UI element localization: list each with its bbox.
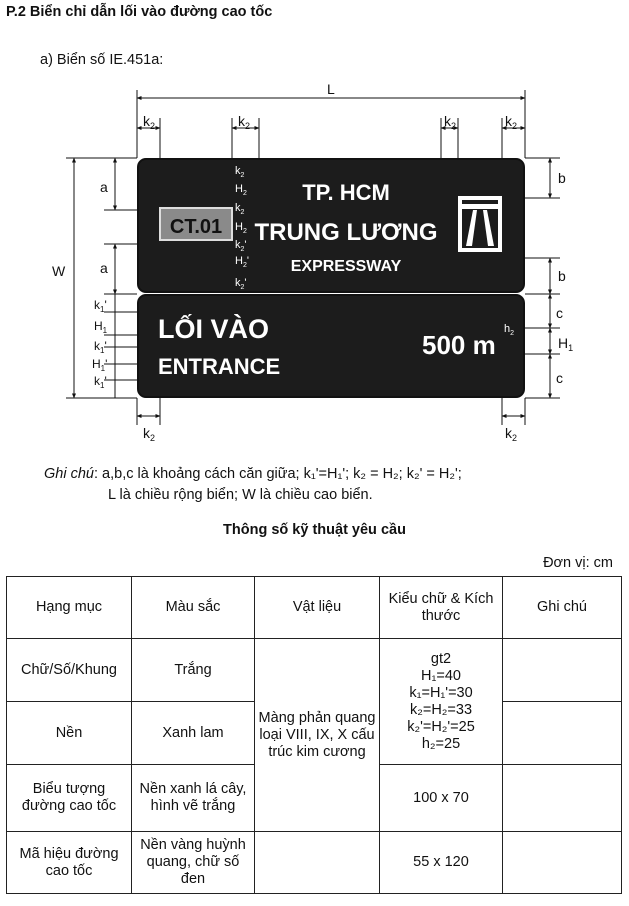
inner-H2p-label: $H_2'$ — [235, 255, 249, 269]
dim-k2-label: $k_2$ — [143, 425, 156, 443]
table-cell: Chữ/Số/Khung — [7, 639, 132, 702]
destination-line-3: EXPRESSWAY — [290, 258, 402, 275]
table-cell: Trắng — [132, 639, 255, 702]
spec-table — [6, 576, 622, 894]
destination-line-2: TRUNG LƯƠNG — [254, 219, 438, 246]
subsection-title: a) Biển số IE.451a: — [40, 52, 164, 68]
sign-diagram — [0, 80, 629, 455]
table-cell: Biểu tượng đường cao tốc — [7, 765, 132, 832]
inner-H2-label: $H_2$ — [235, 183, 247, 197]
dim-L-label: L — [327, 81, 335, 97]
entry-text-vi: LỐI VÀO — [158, 314, 270, 344]
dim-H1-label: $H_1$ — [94, 319, 108, 335]
table-cell: Nền vàng huỳnh quang, chữ số đen — [132, 832, 255, 894]
table-cell — [255, 832, 380, 894]
note-line-2: L là chiều rộng biển; W là chiều cao biển. — [108, 487, 373, 503]
font-spec-line: H₁=40 — [421, 667, 461, 684]
table-row — [7, 832, 622, 894]
dim-b-label: b — [558, 268, 566, 284]
dim-c-label: c — [556, 370, 563, 386]
font-spec-line: k₂=H₂=33 — [409, 701, 473, 718]
font-spec-line: k₂'=H₂'=25 — [407, 718, 475, 735]
dim-k1p-label: $k_1'$ — [94, 374, 107, 390]
inner-k2-label: $k_2$ — [235, 202, 245, 216]
dim-k2-label: $k_2$ — [505, 113, 518, 131]
dim-H1-label: $H_1$ — [558, 335, 574, 353]
dim-k1p-label: $k_1'$ — [94, 298, 107, 314]
header-cell: Ghi chú — [503, 577, 622, 639]
table-cell — [503, 832, 622, 894]
table-cell: Nền xanh lá cây, hình vẽ trắng — [132, 765, 255, 832]
font-spec-line: h₂=25 — [421, 735, 461, 752]
dim-k2-label: $k_2$ — [505, 425, 518, 443]
table-cell: Xanh lam — [132, 702, 255, 765]
table-cell: 100 x 70 — [380, 765, 503, 832]
header-cell: Màu sắc — [132, 577, 255, 639]
header-cell: Vật liệu — [255, 577, 380, 639]
table-row — [7, 639, 622, 702]
section-title: P.2 Biển chỉ dẫn lối vào đường cao tốc — [6, 4, 273, 20]
table-cell — [503, 765, 622, 832]
table-title: Thông số kỹ thuật yêu cầu — [223, 522, 406, 538]
h2-label: $h_2$ — [504, 323, 515, 337]
dim-k1p-label: $k_1'$ — [94, 339, 107, 355]
font-spec-line: gt2 — [430, 650, 452, 667]
dim-c-label: c — [556, 305, 563, 321]
table-cell — [503, 639, 622, 702]
font-spec-line: k₁=H₁'=30 — [409, 684, 473, 701]
dim-k2-label: $k_2$ — [143, 113, 156, 131]
material-cell: Màng phản quang loại VIII, IX, X cấu trúc kim cương — [255, 639, 380, 832]
dim-H1p-label: $H_1'$ — [92, 357, 108, 373]
inner-k2-label: $k_2$ — [235, 165, 245, 179]
table-header-row — [7, 577, 622, 639]
inner-H2-label: $H_2$ — [235, 221, 247, 235]
dim-k2-label: $k_2$ — [444, 113, 457, 131]
header-cell: Kiểu chữ & Kích thước — [380, 577, 503, 639]
note-label: Ghi chú — [44, 466, 94, 482]
distance-text: 500 m — [422, 330, 496, 360]
table-cell: Nền — [7, 702, 132, 765]
destination-line-1: TP. HCM — [302, 180, 390, 205]
table-cell: 55 x 120 — [380, 832, 503, 894]
dim-k2-label: $k_2$ — [238, 113, 251, 131]
expressway-symbol-icon — [458, 196, 502, 252]
header-cell: Hạng mục — [7, 577, 132, 639]
inner-k2p-label: $k_2'$ — [235, 277, 247, 291]
note-text-1: : a,b,c là khoảng cách căn giữa; k₁'=H₁'; k₂ = H₂; k₂' = H₂'; — [93, 466, 462, 482]
table-cell — [503, 702, 622, 765]
note-line-1 — [44, 462, 462, 487]
dim-a-label: a — [100, 260, 108, 276]
dim-b-label: b — [558, 170, 566, 186]
dim-a-label: a — [100, 179, 108, 195]
entry-text-en: ENTRANCE — [158, 354, 281, 379]
font-spec-cell — [380, 639, 503, 765]
unit-label: Đơn vị: cm — [543, 555, 613, 571]
inner-k2p-label: $k_2'$ — [235, 239, 247, 253]
table-cell: Mã hiệu đường cao tốc — [7, 832, 132, 894]
dim-W-label: W — [52, 263, 66, 279]
highway-code: CT.01 — [169, 216, 223, 238]
